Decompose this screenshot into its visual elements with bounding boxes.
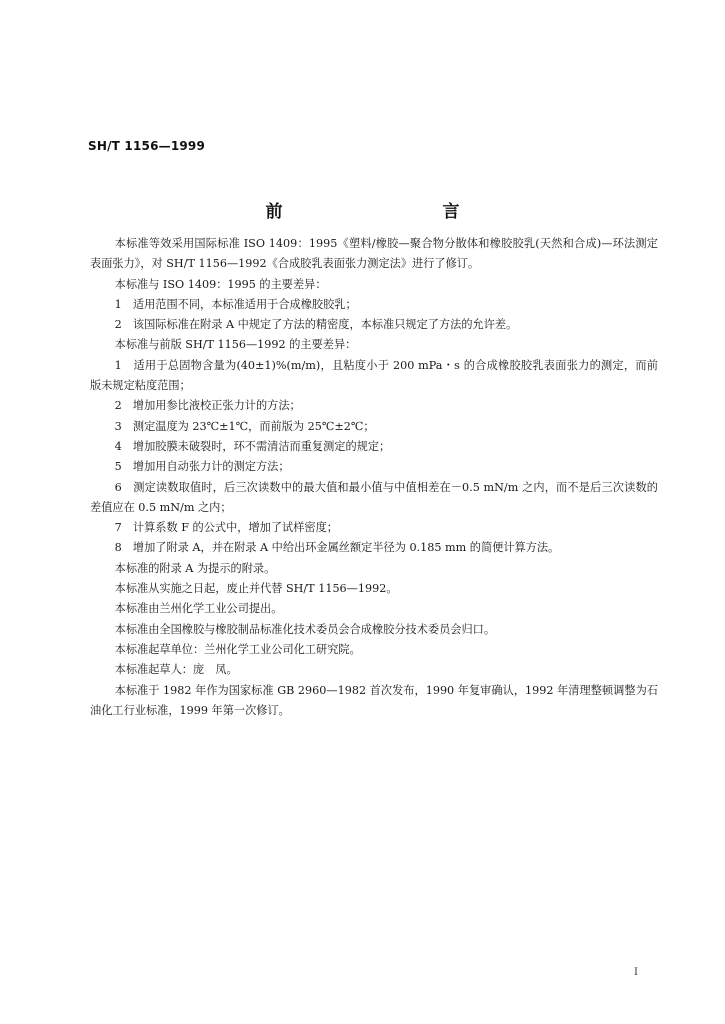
list-item: 2 该国际标准在附录 A 中规定了方法的精密度，本标准只规定了方法的允许差。 [114,318,518,332]
list-item: 6 测定读数取值时，后三次读数中的最大值和最小值与中值相差在－0.5 mN/m 之内，而不是后三次读数的差值应在 0.5 mN/m 之内； [90,480,658,514]
list-item: 8 增加了附录 A，并在附录 A 中给出环金属丝额定半径为 0.185 mm 的简便计算方法。 [114,541,560,555]
paragraph: 本标准由全国橡胶与橡胶制品标准化技术委员会合成橡胶分技术委员会归口。 [114,622,496,636]
paragraph: 本标准与 ISO 1409：1995 的主要差异： [114,277,327,291]
page-number: I [634,967,638,978]
list-item: 1 适用范围不同，本标准适用于合成橡胶胶乳； [114,297,357,311]
standard-code: SH/T 1156—1999 [88,139,206,153]
paragraph: 本标准起草人：庞 凤。 [114,663,238,677]
list-item: 3 测定温度为 23℃±1℃，而前版为 25℃±2℃； [114,419,375,433]
list-item: 1 适用于总固物含量为(40±1)%(m/m)，且粘度小于 200 mPa・s 的合成橡胶胶乳表面张力的测定，而前版未规定粘度范围； [90,358,658,393]
list-item: 2 增加用参比液校正张力计的方法； [114,399,301,413]
paragraph: 本标准与前版 SH/T 1156—1992 的主要差异： [114,338,357,352]
paragraph: 本标准的附录 A 为提示的附录。 [114,561,276,575]
list-item: 4 增加胶膜未破裂时，环不需清洁而重复测定的规定； [114,439,391,453]
paragraph: 本标准等效采用国际标准 ISO 1409：1995《塑料/橡胶—聚合物分散体和橡胶胶乳(天然和合成)—环法测定表面张力》，对 SH/T 1156—1992《合成胶乳表面张力测定法》进行了修订。 [90,237,658,271]
list-item: 7 计算系数 F 的公式中，增加了试样密度； [114,521,338,535]
paragraph: 本标准由兰州化学工业公司提出。 [114,602,283,616]
document-body [90,234,658,721]
page-title: 前 言 [265,202,502,222]
paragraph: 本标准起草单位：兰州化学工业公司化工研究院。 [114,642,361,656]
paragraph: 本标准从实施之日起，废止并代替 SH/T 1156—1992。 [114,582,398,596]
list-item: 5 增加用自动张力计的测定方法； [114,460,290,474]
paragraph: 本标准于 1982 年作为国家标准 GB 2960—1982 首次发布，1990 年复审确认，1992 年清理整顿调整为石油化工行业标准，1999 年第一次修订。 [90,683,658,717]
